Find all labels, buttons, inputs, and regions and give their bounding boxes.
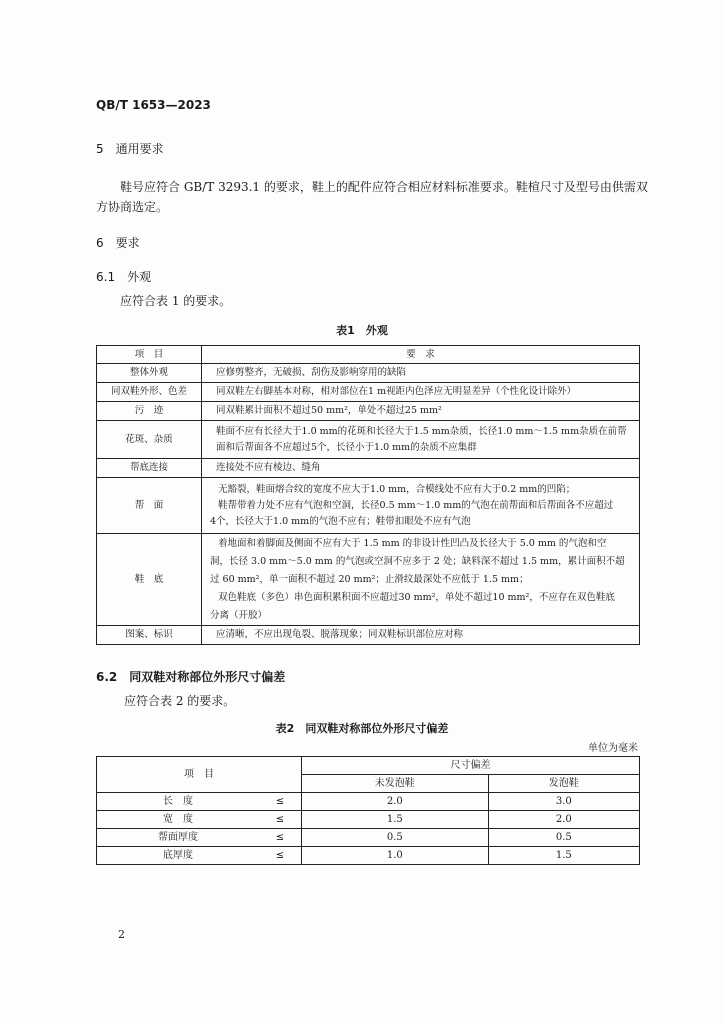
table-cell-item: 图案、标识 (97, 626, 202, 645)
table-cell-value: 1.5 (488, 847, 639, 865)
table-2-header-unfoamed: 未发泡鞋 (302, 775, 489, 793)
table-row (97, 364, 640, 383)
table-cell-line: 同双鞋左右脚基本对称，相对部位在1 m视距内色泽应无明显差异（个性化设计除外） (216, 386, 577, 397)
table-2-caption: 表2 同双鞋对称部位外形尺寸偏差 (275, 722, 449, 735)
table-cell-line: 鞋面不应有长径大于1.0 mm的花斑和长径大于1.5 mm杂质，长径1.0 mm～1.5 mm杂质在前帮 (216, 425, 627, 437)
table-cell-item: 污 迹 (97, 402, 202, 421)
table-cell-line: 4个，长径大于1.0 mm的气泡不应有；鞋带扣眼处不应有气泡 (210, 515, 471, 527)
table-1-header-req: 要 求 (202, 346, 640, 364)
table-cell-value: 0.5 (488, 829, 639, 847)
table-cell-line: 应清晰，不应出现龟裂、脱落现象；同双鞋标识部位应对称 (216, 629, 464, 640)
table-cell-value: 3.0 (488, 793, 639, 811)
table-cell-item: 帮 面 (97, 478, 202, 534)
table-1-header-item: 项 目 (97, 346, 202, 364)
table-cell-symbol: ≤ (259, 829, 302, 847)
table-row (97, 847, 640, 865)
table-cell-value: 1.5 (302, 811, 489, 829)
section-6-2-heading: 6.2 同双鞋对称部位外形尺寸偏差 (96, 670, 286, 684)
table-cell-value: 1.0 (302, 847, 489, 865)
table-2-header-group: 尺寸偏差 (302, 757, 640, 775)
table-row (97, 811, 640, 829)
table-cell-symbol: ≤ (259, 793, 302, 811)
table-cell-item: 整体外观 (97, 364, 202, 383)
unit-label: 单位为毫米 (588, 743, 638, 754)
table-cell-line: 应修剪整齐，无破损、刮伤及影响穿用的缺陷 (216, 367, 407, 378)
table-cell-value: 0.5 (302, 829, 489, 847)
table-row (97, 829, 640, 847)
table-cell-line: 连接处不应有棱边、缝角 (216, 462, 321, 473)
table-cell-line: 分离（开胶） (210, 609, 268, 621)
table-cell-line: 着地面和着脚面及侧面不应有大于 1.5 mm 的非设计性凹凸及长径大于 5.0 mm 的气泡和空 (218, 537, 607, 549)
table-cell-line: 双色鞋底（多色）串色面积累积面不应超过30 mm²，单处不超过10 mm²，不应存在双色鞋底 (218, 591, 615, 603)
table-row (97, 459, 640, 478)
standard-number: QB/T 1653—2023 (96, 98, 211, 112)
table-row (97, 402, 640, 421)
section-5-heading: 5 通用要求 (96, 142, 164, 156)
table-cell-item: 长 度 (97, 793, 260, 811)
table-row (97, 626, 640, 645)
section-6-heading: 6 要求 (96, 236, 140, 250)
table-cell-line: 洞，长径 3.0 mm～5.0 mm 的气泡或空洞不应多于 2 处；缺料深不超过 1.5 mm，累计面积不超 (210, 555, 625, 567)
table-cell-value: 2.0 (302, 793, 489, 811)
table-cell-item: 宽 度 (97, 811, 260, 829)
table-cell-item: 底厚度 (97, 847, 260, 865)
table-row (97, 383, 640, 402)
table-cell-item: 同双鞋外形、色差 (97, 383, 202, 402)
table-1 (96, 345, 640, 645)
table-2 (96, 756, 640, 865)
table-row (97, 793, 640, 811)
table-cell-line: 面和后帮面各不应超过5个，长径小于1.0 mm的杂质不应集群 (216, 441, 477, 453)
section-5-line-2: 方协商选定。 (96, 200, 169, 214)
section-5-line-1: 鞋号应符合 GB/T 3293.1 的要求，鞋上的配件应符合相应材料标准要求。鞋楦尺寸及型号由供需双 (120, 180, 648, 194)
table-cell-line: 同双鞋累计面积不超过50 mm²，单处不超过25 mm² (216, 405, 442, 416)
table-cell-line: 无豁裂，鞋面熔合纹的宽度不应大于1.0 mm，合模线处不应有大于0.2 mm的凹陷； (218, 483, 576, 495)
table-cell-item: 花斑、杂质 (97, 421, 202, 459)
page-number: 2 (118, 928, 125, 941)
section-6-1-heading: 6.1 外观 (96, 270, 152, 284)
section-6-2-para: 应符合表 2 的要求。 (124, 694, 236, 708)
table-cell-item: 帮底连接 (97, 459, 202, 478)
table-1-caption: 表1 外观 (336, 324, 388, 337)
table-2-header-item: 项 目 (97, 757, 302, 793)
table-cell-symbol: ≤ (259, 811, 302, 829)
table-cell-item: 帮面厚度 (97, 829, 260, 847)
table-cell-line: 鞋帮带着力处不应有气泡和空洞，长径0.5 mm～1.0 mm的气泡在前帮面和后帮面各不应超过 (218, 499, 614, 511)
section-6-1-para: 应符合表 1 的要求。 (120, 294, 232, 308)
table-cell-symbol: ≤ (259, 847, 302, 865)
table-cell-value: 2.0 (488, 811, 639, 829)
table-2-header-foamed: 发泡鞋 (488, 775, 639, 793)
table-row (97, 478, 640, 534)
table-cell-line: 过 60 mm²，单一面积不超过 20 mm²；止滑纹最深处不应低于 1.5 mm； (210, 573, 529, 585)
table-row (97, 534, 640, 626)
table-cell-item: 鞋 底 (97, 534, 202, 626)
table-row (97, 421, 640, 459)
